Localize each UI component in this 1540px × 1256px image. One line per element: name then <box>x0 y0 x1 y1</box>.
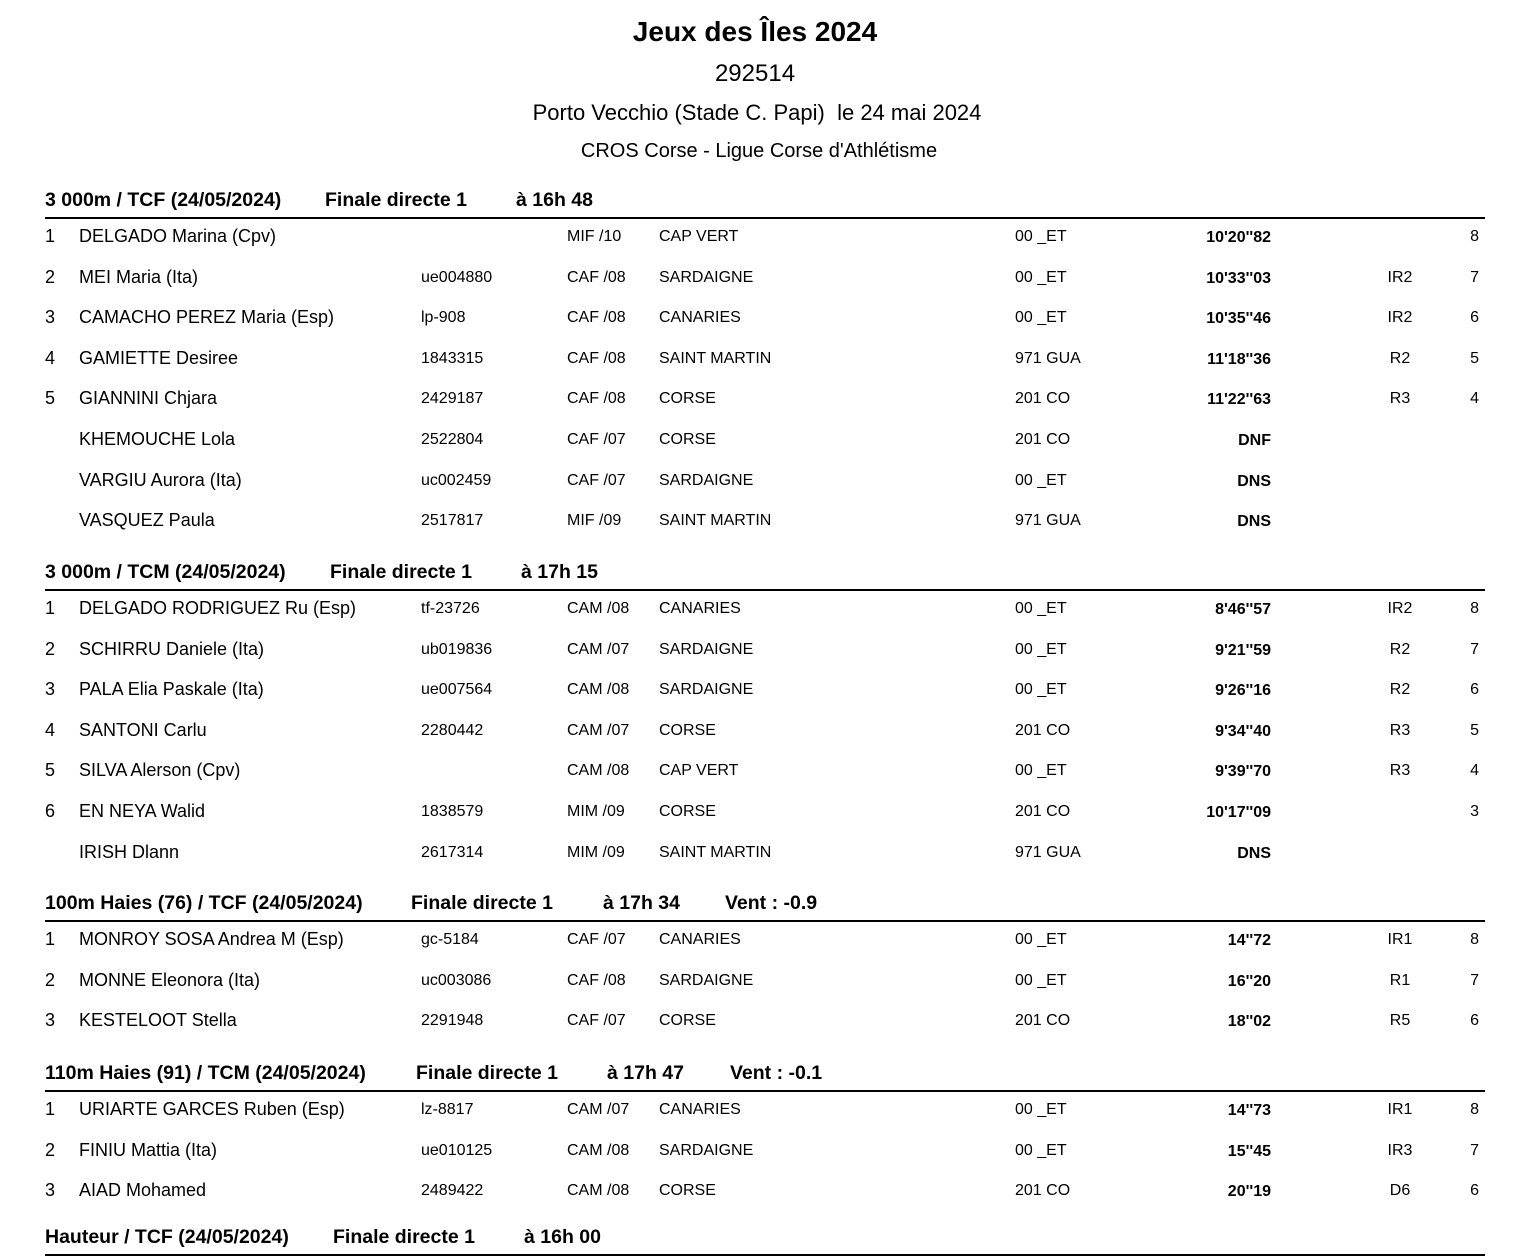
license-number: 2517817 <box>421 512 484 530</box>
rank: 3 <box>45 1010 56 1031</box>
result-row <box>45 794 1485 835</box>
rank: 3 <box>45 1180 56 1201</box>
athlete-name: GAMIETTE Desiree <box>79 347 239 368</box>
result-row <box>45 341 1485 382</box>
category: CAM /08 <box>567 600 630 617</box>
athlete-name: DELGADO Marina (Cpv) <box>79 226 277 246</box>
team: CANARIES <box>659 931 741 948</box>
license-number: 2280442 <box>421 721 484 739</box>
result-row <box>45 1133 1485 1174</box>
result-row <box>45 381 1485 422</box>
event-section <box>45 1060 1485 1214</box>
performance: DNS <box>1237 844 1271 862</box>
level: IR2 <box>1387 309 1413 327</box>
athlete-name: EN NEYA Walid <box>79 800 206 821</box>
level: IR3 <box>1387 1141 1413 1159</box>
event-round: Finale directe 1 <box>325 189 467 211</box>
license-number: 2489422 <box>421 1182 484 1200</box>
team: SARDAIGNE <box>659 640 754 658</box>
athlete-name: VASQUEZ Paula <box>79 510 215 531</box>
points: 4 <box>1470 762 1479 780</box>
performance: 16''20 <box>1227 972 1271 990</box>
points: 8 <box>1470 1101 1479 1118</box>
result-row <box>45 503 1485 544</box>
license-number: ub019836 <box>421 640 493 658</box>
team: SARDAIGNE <box>659 681 754 699</box>
category: CAF /08 <box>567 390 626 408</box>
athlete-name: VARGIU Aurora (Ita) <box>79 469 242 490</box>
department: 00 _ET <box>1015 471 1067 489</box>
level: R2 <box>1389 349 1411 367</box>
license-number: 2617314 <box>421 843 484 861</box>
performance: 10'20''82 <box>1206 229 1271 246</box>
level: R5 <box>1389 1012 1411 1030</box>
points: 6 <box>1470 681 1479 699</box>
team: CANARIES <box>659 309 741 327</box>
rank: 2 <box>45 638 56 659</box>
license-number: 2429187 <box>421 390 484 408</box>
rank: 4 <box>45 347 56 368</box>
result-row <box>45 1173 1485 1214</box>
performance: 15''45 <box>1227 1142 1271 1160</box>
department: 00 _ET <box>1015 1101 1067 1118</box>
department: 00 _ET <box>1015 931 1067 948</box>
event-header <box>45 1060 1485 1092</box>
athlete-name: CAMACHO PEREZ Maria (Esp) <box>79 307 335 328</box>
event-time: à 17h 15 <box>521 561 598 583</box>
category: CAM /08 <box>567 1141 630 1159</box>
performance: 11'22''63 <box>1207 391 1271 409</box>
team: SAINT MARTIN <box>659 349 772 367</box>
athlete-name: FINIU Mattia (Ita) <box>79 1139 218 1160</box>
performance: DNS <box>1237 472 1271 490</box>
athlete-name: IRISH Dlann <box>79 841 180 862</box>
rank: 4 <box>45 719 56 740</box>
category: CAM /07 <box>567 640 630 658</box>
performance: 14''72 <box>1227 932 1271 949</box>
level: R3 <box>1389 721 1411 739</box>
result-row <box>45 672 1485 713</box>
level: R2 <box>1389 681 1411 699</box>
level: IR2 <box>1387 268 1413 286</box>
license-number: ue007564 <box>421 681 493 699</box>
category: CAF /08 <box>567 349 626 367</box>
event-time: à 17h 47 <box>607 1062 684 1084</box>
department: 201 CO <box>1015 390 1071 408</box>
rank: 5 <box>45 388 56 409</box>
license-number: gc-5184 <box>421 931 479 948</box>
level: D6 <box>1389 1182 1411 1200</box>
license-number: lz-8817 <box>421 1101 474 1118</box>
category: CAM /07 <box>567 1101 630 1118</box>
department: 00 _ET <box>1015 268 1067 286</box>
result-row <box>45 219 1485 260</box>
event-wind: Vent : -0.1 <box>730 1062 823 1084</box>
department: 00 _ET <box>1015 309 1067 327</box>
category: CAF /08 <box>567 971 626 989</box>
department: 00 _ET <box>1015 762 1067 780</box>
rank: 1 <box>45 226 56 246</box>
team: CORSE <box>659 390 716 408</box>
performance: DNS <box>1237 513 1271 531</box>
performance: DNF <box>1238 431 1271 449</box>
department: 201 CO <box>1015 1182 1071 1200</box>
license-number: ue004880 <box>421 268 493 286</box>
athlete-name: MONROY SOSA Andrea M (Esp) <box>79 929 344 949</box>
category: CAF /07 <box>567 931 626 948</box>
performance: 10'35''46 <box>1206 310 1271 328</box>
license-number: 2522804 <box>421 430 484 448</box>
team: CANARIES <box>659 600 741 617</box>
level: R2 <box>1389 640 1411 658</box>
performance: 8'46''57 <box>1215 601 1271 618</box>
result-row <box>45 963 1485 1004</box>
event-name: 100m Haies (76) / TCF (24/05/2024) <box>45 892 363 914</box>
team: CORSE <box>659 1012 716 1030</box>
category: CAM /08 <box>567 762 630 780</box>
category: MIF /09 <box>567 512 622 530</box>
result-row <box>45 835 1485 876</box>
athlete-name: MONNE Eleonora (Ita) <box>79 969 261 990</box>
team: SAINT MARTIN <box>659 512 772 530</box>
result-row <box>45 713 1485 754</box>
event-round: Finale directe 1 <box>333 1226 475 1248</box>
license-number: 1843315 <box>421 349 484 367</box>
points: 6 <box>1470 1182 1479 1200</box>
points: 8 <box>1470 931 1479 948</box>
category: MIM /09 <box>567 802 625 820</box>
performance: 9'39''70 <box>1215 763 1271 781</box>
team: CORSE <box>659 430 716 448</box>
athlete-name: AIAD Mohamed <box>79 1180 207 1201</box>
team: CORSE <box>659 721 716 739</box>
result-row <box>45 753 1485 794</box>
rank: 6 <box>45 800 56 821</box>
event-section <box>45 1224 1485 1256</box>
rank: 5 <box>45 760 56 781</box>
department: 971 GUA <box>1015 512 1081 530</box>
result-row <box>45 300 1485 341</box>
level: R3 <box>1389 390 1411 408</box>
license-number: 2291948 <box>421 1012 484 1030</box>
event-name: 3 000m / TCF (24/05/2024) <box>45 189 282 211</box>
points: 5 <box>1470 721 1479 739</box>
result-row <box>45 632 1485 673</box>
rank: 2 <box>45 969 56 990</box>
department: 201 CO <box>1015 430 1071 448</box>
category: CAF /07 <box>567 430 626 448</box>
result-row <box>45 922 1485 963</box>
event-section <box>45 187 1485 544</box>
category: MIM /09 <box>567 843 625 861</box>
event-time: à 17h 34 <box>603 892 680 914</box>
athlete-name: PALA Elia Paskale (Ita) <box>79 679 264 700</box>
result-row <box>45 1003 1485 1044</box>
team: CAP VERT <box>659 228 739 245</box>
result-row <box>45 260 1485 301</box>
points: 4 <box>1470 390 1479 408</box>
license-number: ue010125 <box>421 1141 493 1159</box>
athlete-name: SANTONI Carlu <box>79 719 207 740</box>
points: 7 <box>1470 268 1479 286</box>
performance: 9'34''40 <box>1215 722 1271 740</box>
result-row <box>45 591 1485 632</box>
event-section <box>45 890 1485 1044</box>
points: 6 <box>1470 1012 1479 1030</box>
athlete-name: KESTELOOT Stella <box>79 1010 237 1031</box>
athlete-name: GIANNINI Chjara <box>79 388 218 409</box>
license-number: uc002459 <box>421 471 492 489</box>
department: 00 _ET <box>1015 228 1067 245</box>
performance: 11'18''36 <box>1207 350 1271 368</box>
athlete-name: MEI Maria (Ita) <box>79 266 199 287</box>
level: IR1 <box>1387 1101 1413 1118</box>
performance: 14''73 <box>1227 1102 1271 1119</box>
performance: 10'33''03 <box>1206 269 1271 287</box>
license-number: uc003086 <box>421 971 492 989</box>
event-name: Hauteur / TCF (24/05/2024) <box>45 1226 289 1248</box>
performance: 9'21''59 <box>1215 641 1271 659</box>
event-header <box>45 187 1485 219</box>
athlete-name: SCHIRRU Daniele (Ita) <box>79 638 265 659</box>
event-round: Finale directe 1 <box>330 561 472 583</box>
level: IR1 <box>1387 931 1413 948</box>
department: 00 _ET <box>1015 1141 1067 1159</box>
category: CAM /07 <box>567 721 630 739</box>
team: SARDAIGNE <box>659 471 754 489</box>
event-time: à 16h 00 <box>524 1226 601 1248</box>
rank: 2 <box>45 1139 56 1160</box>
department: 971 GUA <box>1015 843 1081 861</box>
points: 5 <box>1470 349 1479 367</box>
athlete-name: SILVA Alerson (Cpv) <box>79 760 241 781</box>
event-header <box>45 890 1485 922</box>
department: 971 GUA <box>1015 349 1081 367</box>
result-row <box>45 422 1485 463</box>
event-time: à 16h 48 <box>516 189 593 211</box>
level: IR2 <box>1387 600 1413 617</box>
athlete-name: KHEMOUCHE Lola <box>79 428 236 449</box>
license-number: 1838579 <box>421 802 484 820</box>
category: CAM /08 <box>567 681 630 699</box>
points: 3 <box>1470 802 1479 820</box>
category: MIF /10 <box>567 228 622 245</box>
license-number: lp-908 <box>421 309 466 327</box>
category: CAF /08 <box>567 268 626 286</box>
category: CAF /07 <box>567 1012 626 1030</box>
team: SARDAIGNE <box>659 1141 754 1159</box>
rank: 1 <box>45 598 56 618</box>
rank: 2 <box>45 266 56 287</box>
rank: 1 <box>45 929 56 949</box>
team: CORSE <box>659 1182 716 1200</box>
points: 6 <box>1470 309 1479 327</box>
performance: 10'17''09 <box>1206 803 1271 821</box>
team: SARDAIGNE <box>659 268 754 286</box>
points: 8 <box>1470 228 1479 245</box>
event-name: 3 000m / TCM (24/05/2024) <box>45 561 286 583</box>
level: R3 <box>1389 762 1411 780</box>
department: 201 CO <box>1015 802 1071 820</box>
department: 00 _ET <box>1015 971 1067 989</box>
event-name: 110m Haies (91) / TCM (24/05/2024) <box>45 1062 366 1084</box>
document-title: Jeux des Îles 2024 <box>632 16 878 47</box>
team: SAINT MARTIN <box>659 843 772 861</box>
event-wind: Vent : -0.9 <box>725 892 818 914</box>
event-header <box>45 1224 1485 1256</box>
performance: 20''19 <box>1227 1183 1271 1201</box>
rank: 3 <box>45 679 56 700</box>
department: 00 _ET <box>1015 640 1067 658</box>
department: 00 _ET <box>1015 681 1067 699</box>
performance: 9'26''16 <box>1215 682 1271 700</box>
event-round: Finale directe 1 <box>416 1062 558 1084</box>
athlete-name: DELGADO RODRIGUEZ Ru (Esp) <box>79 598 357 618</box>
department: 00 _ET <box>1015 600 1067 617</box>
points: 7 <box>1470 971 1479 989</box>
event-header <box>45 559 1485 591</box>
result-row <box>45 463 1485 504</box>
license-number: tf-23726 <box>421 600 480 617</box>
points: 7 <box>1470 640 1479 658</box>
team: SARDAIGNE <box>659 971 754 989</box>
team: CORSE <box>659 802 716 820</box>
result-row <box>45 1092 1485 1133</box>
points: 7 <box>1470 1141 1479 1159</box>
performance: 18''02 <box>1227 1013 1271 1031</box>
event-round: Finale directe 1 <box>411 892 553 914</box>
athlete-name: URIARTE GARCES Ruben (Esp) <box>79 1099 345 1119</box>
category: CAF /07 <box>567 471 626 489</box>
team: CANARIES <box>659 1101 741 1118</box>
event-section <box>45 559 1485 875</box>
points: 8 <box>1470 600 1479 617</box>
department: 201 CO <box>1015 721 1071 739</box>
category: CAF /08 <box>567 309 626 327</box>
meeting-place-date: Porto Vecchio (Stade C. Papi) le 24 mai 2024 <box>532 100 982 125</box>
rank: 1 <box>45 1099 56 1119</box>
department: 201 CO <box>1015 1012 1071 1030</box>
meeting-id: 292514 <box>714 60 796 87</box>
meeting-organizer: CROS Corse - Ligue Corse d'Athlétisme <box>580 140 938 162</box>
category: CAM /08 <box>567 1182 630 1200</box>
level: R1 <box>1389 971 1411 989</box>
team: CAP VERT <box>659 762 739 780</box>
rank: 3 <box>45 307 56 328</box>
